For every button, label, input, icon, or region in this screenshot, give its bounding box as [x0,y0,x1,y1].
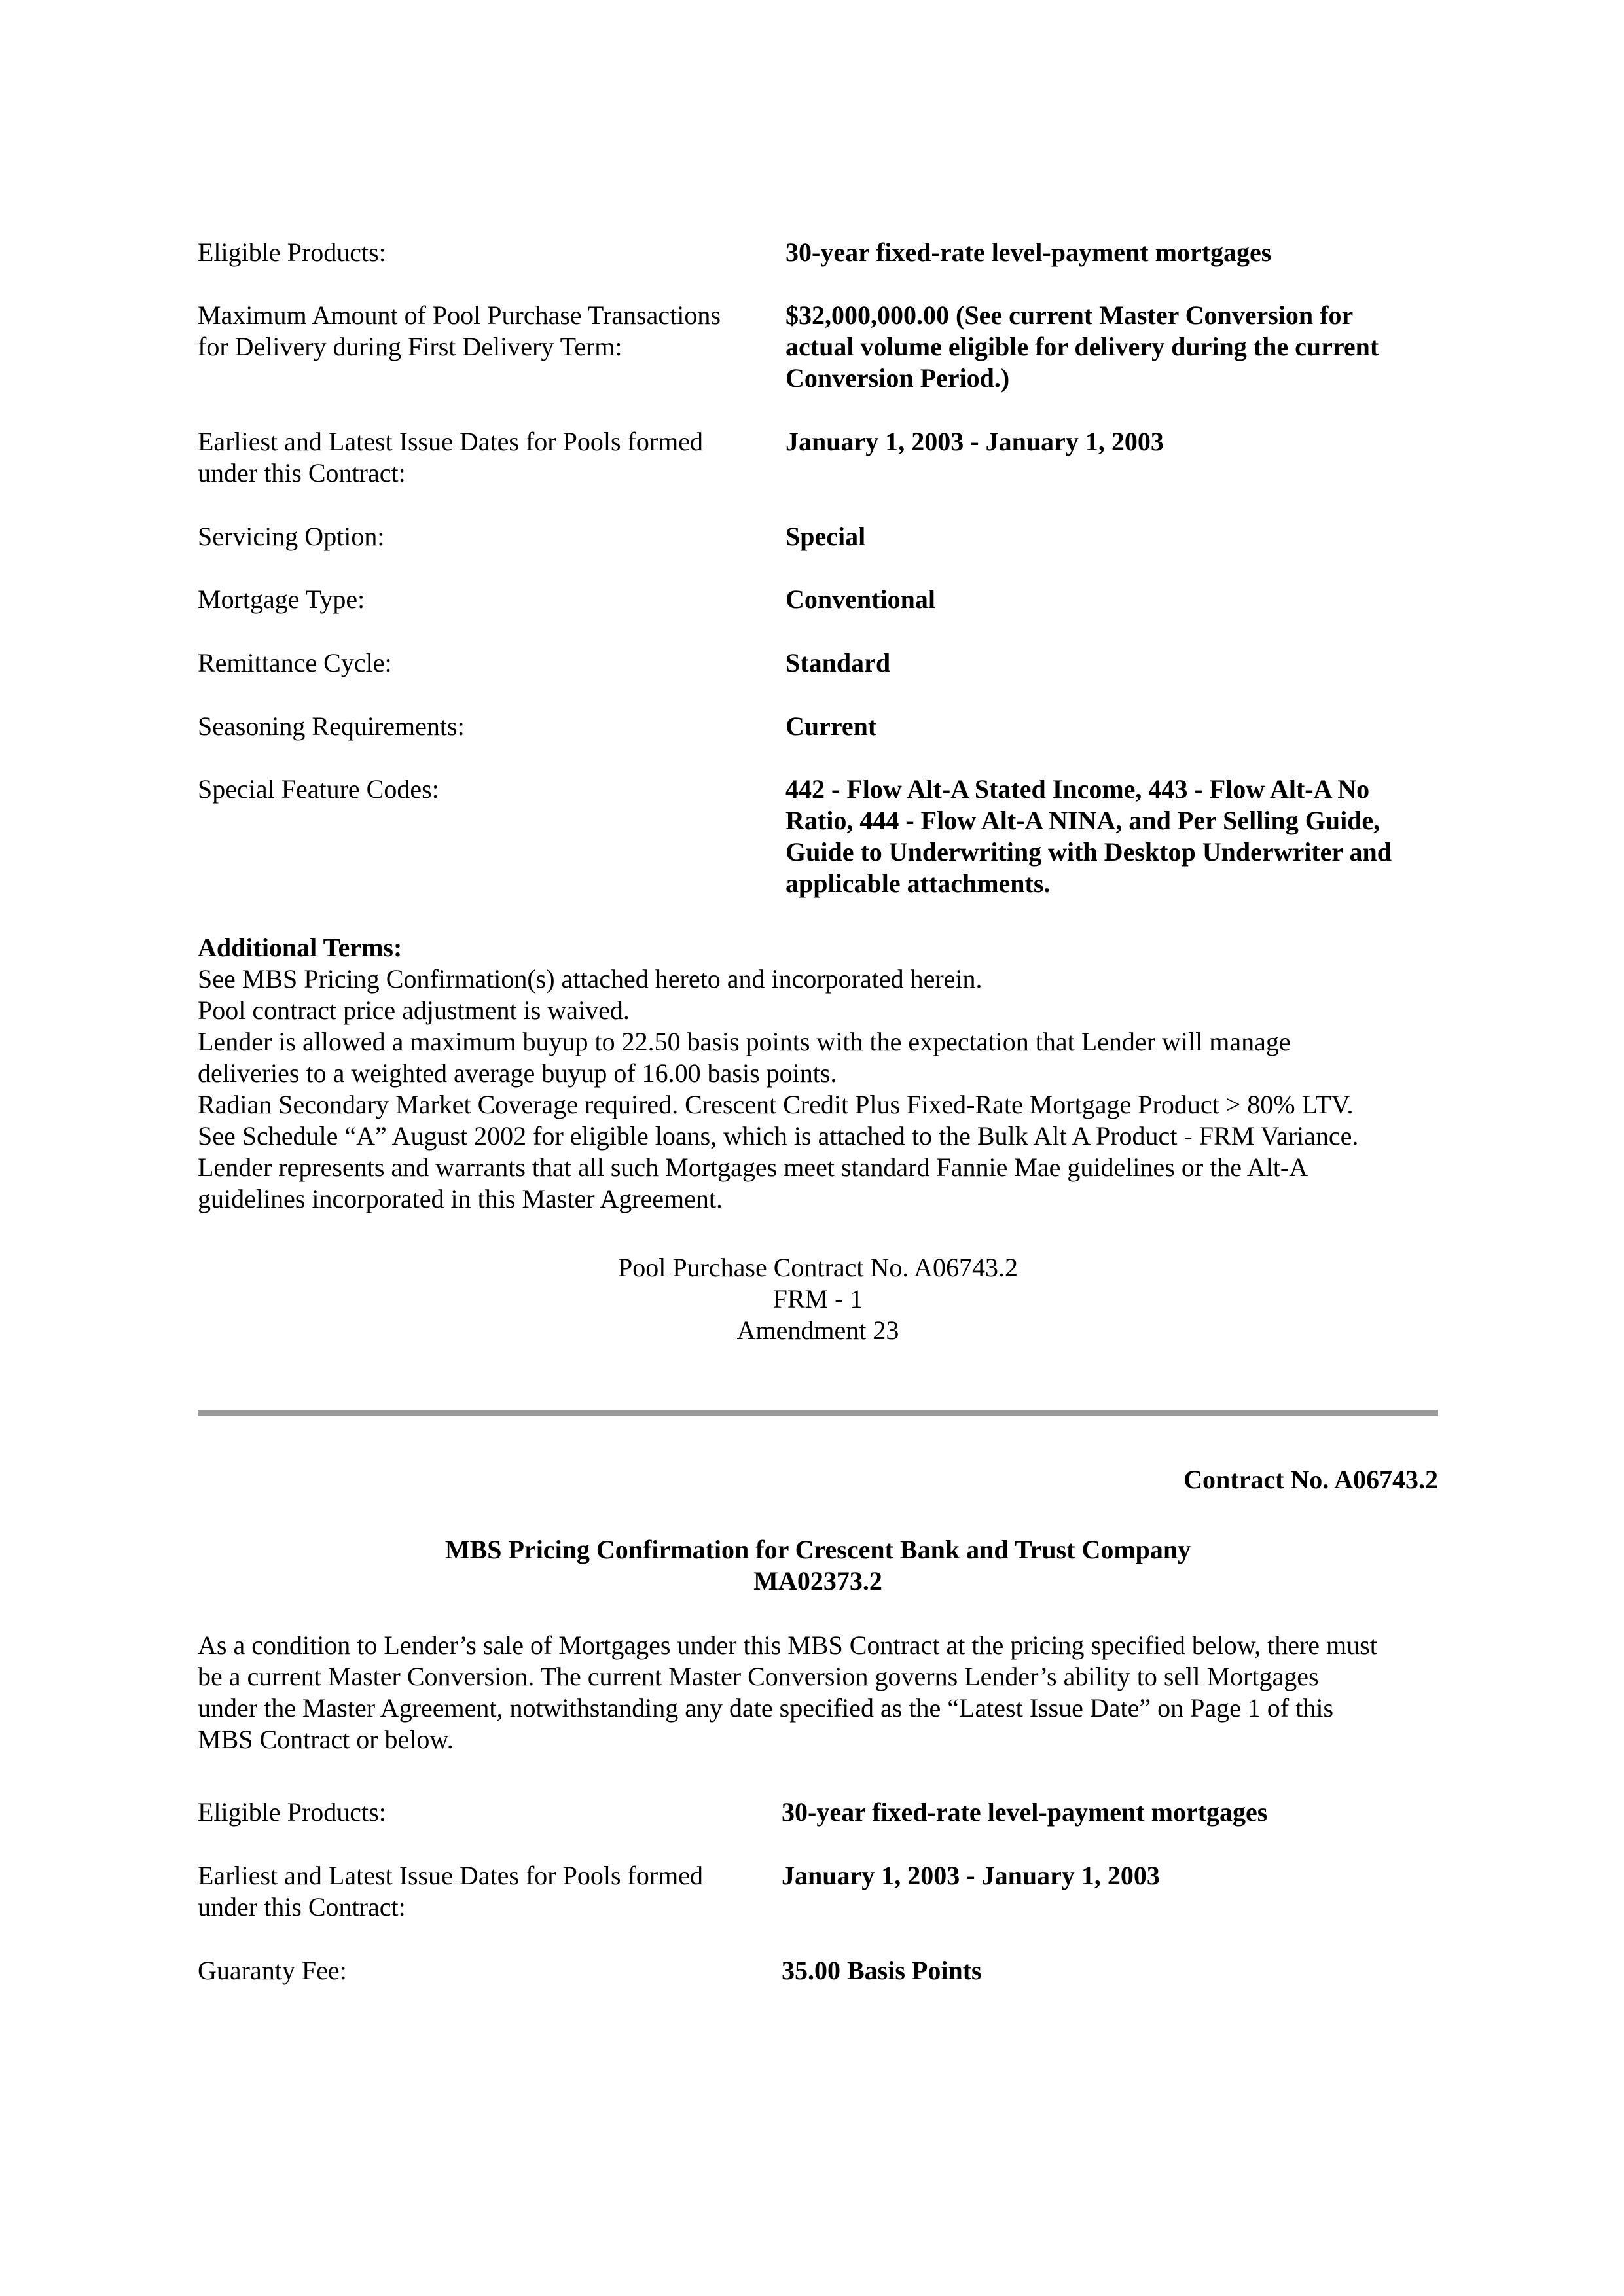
confirmation-title-line: MBS Pricing Confirmation for Crescent Bank and Trust Company [444,1535,1191,1564]
value-line: Standard [785,648,891,677]
footer-frm: FRM - 1 [772,1284,863,1314]
label-line: Earliest and Latest Issue Dates for Pools formed [198,1861,704,1890]
additional-terms-line: deliveries to a weighted average buyup of 16.00 basis points. [198,1058,837,1088]
confirmation-issue-dates-value [782,1860,1436,1892]
additional-terms [198,932,1441,1215]
guaranty-fee-label [198,1955,761,1986]
footer-contract-number: Pool Purchase Contract No. A06743.2 [617,1253,1019,1282]
remittance-cycle-label [198,647,761,679]
value-line: $32,000,000.00 (See current Master Conversion for [785,300,1354,330]
additional-terms-line: Lender represents and warrants that all such Mortgages meet standard Fannie Mae guidelines or the Alt-A [198,1153,1308,1182]
intro-line: MBS Contract or below. [198,1725,454,1754]
intro-line: under the Master Agreement, notwithstanding any date specified as the “Latest Issue Date” on Page 1 of this [198,1693,1334,1723]
value-line: 30-year fixed-rate level-payment mortgages [785,238,1272,267]
confirmation-intro [198,1630,1441,1755]
intro-line: As a condition to Lender’s sale of Mortgages under this MBS Contract at the pricing specified below, there must [198,1630,1377,1660]
label-line: Mortgage Type: [198,584,365,614]
special-feature-codes-value [785,774,1440,899]
value-line: Conventional [785,584,935,614]
additional-terms-line: Lender is allowed a maximum buyup to 22.50 basis points with the expectation that Lender will manage [198,1027,1291,1056]
page-divider [198,1410,1438,1416]
confirmation-id: MA02373.2 [753,1566,882,1596]
eligible-products-label [198,237,761,268]
value-line: 442 - Flow Alt-A Stated Income, 443 - Flow Alt-A No [785,774,1370,804]
value-line: Current [785,711,877,741]
value-line: Conversion Period.) [785,363,1010,393]
label-line: Maximum Amount of Pool Purchase Transactions [198,300,721,330]
confirmation-eligible-products-label [198,1797,761,1828]
value-line: January 1, 2003 - January 1, 2003 [785,427,1164,456]
mortgage-type-label [198,584,761,615]
additional-terms-line: See Schedule “A” August 2002 for eligible loans, which is attached to the Bulk Alt A Product - FRM Variance. [198,1121,1359,1151]
label-line: Special Feature Codes: [198,774,439,804]
label-line: Guaranty Fee: [198,1956,347,1985]
page-footer [198,1252,1438,1346]
issue-dates-label [198,426,761,489]
value-line: January 1, 2003 - January 1, 2003 [782,1861,1160,1890]
value-line: Special [785,522,866,551]
mortgage-type-value [785,584,1440,615]
value-line: 35.00 Basis Points [782,1956,982,1985]
label-line: under this Contract: [198,1892,406,1922]
seasoning-requirements-value [785,711,1440,742]
label-line: under this Contract: [198,458,406,488]
value-line: actual volume eligible for delivery during the current [785,332,1379,361]
value-line: 30-year fixed-rate level-payment mortgages [782,1797,1268,1827]
special-feature-codes-label [198,774,761,805]
label-line: for Delivery during First Delivery Term: [198,332,623,361]
maximum-amount-label [198,300,761,363]
guaranty-fee-value [782,1955,1436,1986]
additional-terms-heading: Additional Terms: [198,933,403,962]
confirmation-eligible-products-value [782,1797,1436,1828]
contract-number-text: Contract No. A06743.2 [1183,1465,1438,1494]
additional-terms-line: See MBS Pricing Confirmation(s) attached hereto and incorporated herein. [198,964,983,994]
eligible-products-value [785,237,1440,268]
label-line: Eligible Products: [198,238,386,267]
confirmation-issue-dates-label [198,1860,761,1923]
label-line: Seasoning Requirements: [198,711,465,741]
servicing-option-value [785,521,1440,552]
label-line: Servicing Option: [198,522,385,551]
value-line: Guide to Underwriting with Desktop Underwriter and [785,837,1392,867]
label-line: Eligible Products: [198,1797,386,1827]
seasoning-requirements-label [198,711,761,742]
additional-terms-line: Radian Secondary Market Coverage required. Crescent Credit Plus Fixed-Rate Mortgage Product > 80% LTV. [198,1090,1354,1119]
value-line: Ratio, 444 - Flow Alt-A NINA, and Per Selling Guide, [785,806,1380,835]
servicing-option-label [198,521,761,552]
confirmation-title [198,1534,1438,1597]
intro-line: be a current Master Conversion. The current Master Conversion governs Lender’s ability to sell Mortgages [198,1662,1319,1691]
label-line: Remittance Cycle: [198,648,392,677]
remittance-cycle-value [785,647,1440,679]
maximum-amount-value [785,300,1440,394]
contract-number [198,1464,1438,1496]
issue-dates-value [785,426,1440,457]
footer-amendment: Amendment 23 [736,1316,899,1345]
value-line: applicable attachments. [785,869,1051,898]
label-line: Earliest and Latest Issue Dates for Pools formed [198,427,704,456]
additional-terms-line: guidelines incorporated in this Master Agreement. [198,1184,723,1213]
additional-terms-line: Pool contract price adjustment is waived. [198,996,630,1025]
